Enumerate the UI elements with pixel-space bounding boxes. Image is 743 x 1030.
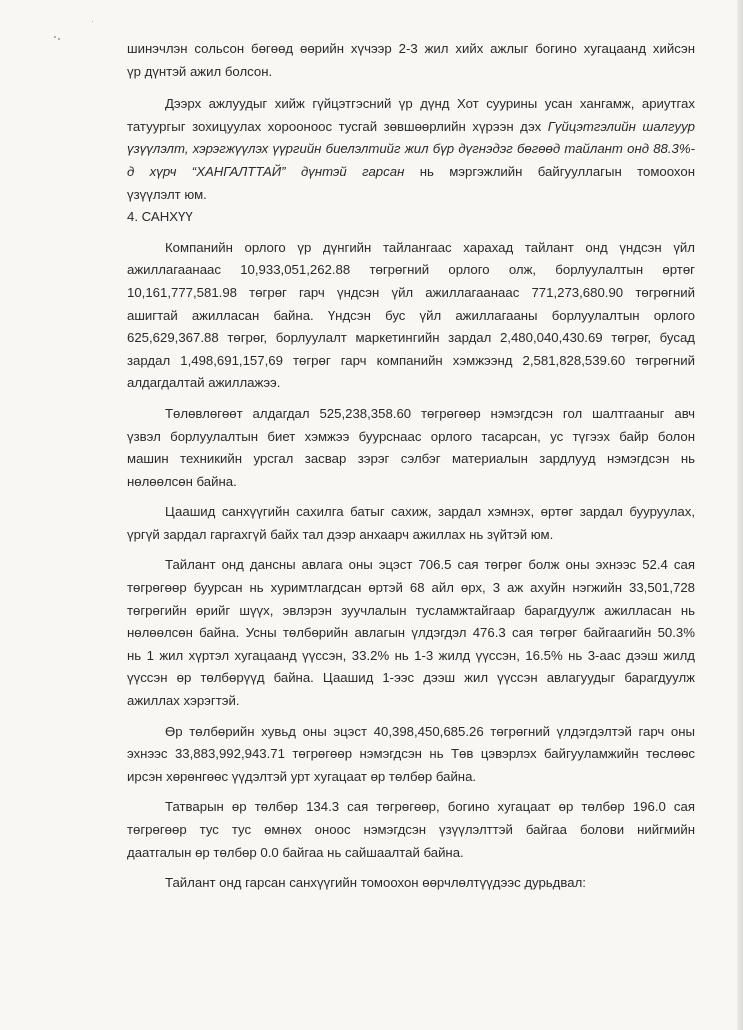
paragraph-6 [127, 554, 695, 712]
text-line: алдагдалтай ажиллажээ. [127, 375, 281, 391]
italic-segment: “ХАНГАЛТТАЙ” дүнтэй гарсан [191, 163, 405, 179]
text-line: ирсэн хөрөнгөөс үүдэлтэй урт хугацаат өр төлбөр байна. [127, 768, 477, 784]
scan-speck [92, 21, 93, 22]
text-line: Төлөвлөгөөт алдагдал 525,238,358.60 төгрөгөөр нэмэгдсэн гол шалтгааныг авч [165, 405, 695, 421]
text-line: үзвэл борлуулалтын биет хэмжээ буурснаас орлого тасарсан, ус түгээх байр болон [127, 428, 695, 444]
italic-segment: Гүйцэтгэлийн шалгуур [547, 118, 695, 134]
text-line: машин техникийн урсгал засвар зэрэг сэлбэг материалын зардлууд нэмэгдсэн нь [127, 451, 695, 467]
text-line [127, 161, 695, 184]
text-line: эхнээс 33,883,992,943.71 төгрөгөөр нэмэгдсэн нь Төв цэвэрлэх байгууламжийн төслөөс [127, 746, 695, 762]
text-line: нөлөөлсөн байна. Усны төлбөрийн авлагын үлдэгдэл 476.3 сая төгрөг байгаагийн 50.3% [127, 625, 695, 641]
text-line: төгрөгийн өрийг шүүх, эвлэрэн зуучлалын тусламжтайгаар барагдуулж ажилласан нь [127, 602, 695, 618]
text-line: зардал 1,498,691,157,69 төгрөг гарч компанийн хэмжээнд 2,581,828,539.60 төгрөгний [127, 352, 695, 368]
section-heading: 4. САНХҮҮ [127, 209, 193, 225]
text-line [127, 116, 695, 139]
paragraph-1 [127, 38, 695, 83]
text-line: үр дүнтэй ажил болсон. [127, 63, 273, 79]
text-line: Татварын өр төлбөр 134.3 сая төгрөгөөр, богино хугацаат өр төлбөр 196.0 сая [165, 799, 695, 815]
text-line: шинэчлэн сольсон бөгөөд өөрийн хүчээр 2-3 жил хийх ажлыг богино хугацаанд хийсэн [127, 41, 695, 56]
text-segment: татуургыг зохицуулах хорооноос тусгай зөвшөөрлийн хүрээн дэх [127, 118, 548, 134]
text-line: төгрөгөөр буурсан нь хуримтлагдсан өртэй 68 айл өрх, 3 аж ахуйн нэгжийн 33,501,728 [127, 580, 695, 596]
text-line: Цаашид санхүүгийн сахилга батыг сахиж, зардал хэмнэх, өртөг зардал бууруулах, [165, 504, 695, 520]
text-line: Тайлант онд дансны авлага оны эцэст 706.5 сая төгрөг болж оны эхнээс 52.4 сая [165, 557, 695, 573]
italic-line: үзүүлэлт, хэрэгжүүлэх үүргийн биелэлтийг жил бүр дүгнэдэг бөгөөд тайлант онд 88.3%- [127, 141, 695, 157]
paragraph-3 [127, 237, 695, 395]
text-line: нөлөөлсөн байна. [127, 473, 237, 489]
text-line: Компанийн орлого үр дүнгийн тайлангаас харахад тайлант онд үндсэн үйл [165, 239, 695, 255]
scan-edge [737, 0, 743, 1030]
text-line: ажиллах хэрэгтэй. [127, 693, 240, 709]
text-line: ажиллагаанаас 10,933,051,262.88 төгрөгний орлого олж, борлуулалтын өртөг [127, 262, 695, 278]
text-line: ашигтай ажилласан байна. Үндсэн бус үйл ажиллагааны борлуулалтын орлого [127, 307, 695, 323]
document-body [127, 38, 695, 895]
paragraph-4 [127, 403, 695, 493]
paragraph-2 [127, 93, 695, 206]
scan-speck [58, 38, 60, 40]
paragraph-8 [127, 796, 695, 864]
text-line: 625,629,367.88 төгрөг, борлуулалт маркетингийн зардал 2,480,040,430.69 төгрөг, бусад [127, 330, 695, 346]
italic-segment: д хүрч [127, 163, 192, 179]
text-line: Дээрх ажлуудыг хийж гүйцэтгэсний үр дүнд Хот суурины усан хангамж, ариутгах [165, 96, 695, 112]
paragraph-9: Тайлант онд гарсан санхүүгийн томоохон өөрчлөлтүүдээс дурьдвал: [165, 875, 586, 891]
text-segment: нь мэргэжлийн байгууллагын томоохон [404, 163, 695, 179]
text-line: 10,161,777,581.98 төгрөг гарч үндсэн үйл ажиллагаанаас 771,273,680.90 төгрөгний [127, 284, 695, 300]
paragraph-7 [127, 721, 695, 789]
paragraph-5 [127, 501, 695, 546]
text-line: үүссэн өр төлбөрүүд байна. Цаашид 1-ээс дээш жил үүссэн авлагуудыг барагдуулж [127, 670, 695, 686]
scan-speck [54, 36, 56, 38]
text-line: нь 1 жил хүртэл хугацаанд үүссэн, 33.2% нь 1-3 жилд үүссэн, 16.5% нь 3-аас дээш жилд [127, 647, 695, 663]
text-line: үзүүлэлт юм. [127, 186, 207, 202]
text-line: даатгалын өр төлбөр 0.0 байгаа нь сайшаалтай байна. [127, 844, 464, 860]
text-line: Өр төлбөрийн хувьд оны эцэст 40,398,450,685.26 төгрөгний үлдэгдэлтэй гарч оны [165, 723, 695, 739]
text-line: үргүй зардал гаргахгүй байх тал дээр анхаарч ажиллах нь зүйтэй юм. [127, 526, 554, 542]
text-line: төгрөгөөр тус тус өмнөх оноос нэмэгдсэн үзүүлэлттэй байгаа болови нийгмийн [127, 822, 695, 837]
